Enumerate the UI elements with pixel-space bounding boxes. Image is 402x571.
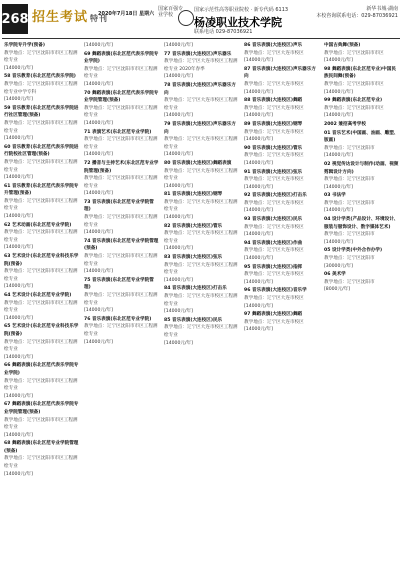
program-body: 教学地点：辽宁区沈阳市 [324,279,375,285]
program-body: 教学地点：辽宁区大连市校区工程测绘专业 2020年春季 [164,59,238,72]
program-title: 88 音乐表演(大连校区)舞蹈 [244,98,303,104]
program-entry [4,105,80,143]
program-entry [164,51,240,81]
program-body: 教学地点：辽宁区大连市校区工程测绘专业 [164,231,238,244]
program-title: 81 音乐表演(大连校区)钢琴 [164,192,223,198]
program-quota: [14000元/年] [244,327,273,333]
program-quota: [14000元/年] [164,309,193,315]
program-title: 92 音乐表演(大连校区)打击乐 [244,193,307,199]
program-body: 教学地点：辽宁区沈阳市市区工程测绘专业 [84,176,158,189]
program-title: 73 音乐表演(东北区范专业学院管理) [84,199,154,213]
program-entry [244,264,320,287]
program-title: 89 音乐表演(大连校区)钢琴 [244,121,303,127]
program-title: 76 音乐表演(东北区范专业学院) [84,316,152,322]
program-title: 74 音乐表演(东北区范专业学院管理(预备) [84,238,159,252]
program-quota: [14000元/年] [244,58,273,64]
program-quota: [14000元/年] [4,354,33,360]
program-body: 教学地点：辽宁区大连市校区 [244,177,304,183]
program-entry [164,121,240,159]
program-quota: [14000元/年] [164,215,193,221]
program-entry [4,362,80,400]
program-quota: [14000元/年] [244,160,273,166]
program-quota: [14000元/年] [244,303,273,309]
program-entry [244,145,320,168]
program-quota: [14000元/年] [4,315,33,321]
program-quota: [14000元/年] [324,113,353,119]
program-body: 教学地点：辽宁区沈阳市市区工程测绘专业 [84,215,158,228]
program-entry [4,144,80,182]
listing-column [84,42,160,568]
program-quota: [14000元/年] [84,339,113,345]
program-quota: [14000元/年] [84,308,113,314]
program-quota: [14000元/年] [164,152,193,158]
program-quota: [14000元/年] [4,284,33,290]
program-entry [324,192,400,215]
program-body: 教学地点：辽宁区沈阳市市区工程测绘专业 [4,378,78,392]
program-quota: [14000元/年] [244,279,273,285]
program-entry [324,161,400,191]
program-body: 教学地点：辽宁区沈阳市市区工程测绘专业 [4,300,78,314]
program-quota: [14000元/年] [84,269,113,275]
page-number: 268 [2,4,28,34]
program-body: 教学地点：辽宁区大连市校区 [244,319,304,325]
program-entry [244,97,320,120]
program-quota: [14000元/年] [244,184,273,190]
program-quota: [30000元/年] [324,263,353,269]
program-quota: [14000元/年] [164,183,193,189]
program-title: 90 音乐表演(大连校区)管乐 [244,145,303,151]
program-entry [324,42,400,65]
program-title: 99 舞蹈表演(东北区范专业) [324,98,383,104]
program-quota: [14000元/年] [324,208,353,214]
program-title: 95 音乐表演(大连校区)指挥 [244,264,303,270]
program-title: 98 舞蹈表演(东北区范专业)中国民族民间舞(预备) [324,66,396,80]
program-quota: [14000元/年] [244,256,273,262]
program-entry [84,129,160,159]
program-body: 教学地点：辽宁区沈阳市市区工程测绘专业 [84,137,158,150]
program-quota: [14000元/年] [244,232,273,238]
program-body: 教学地点：辽宁区沈阳市市区工程测绘专业 [4,269,78,282]
program-entry [4,73,80,103]
program-body: 教学地点：辽宁区大连市校区 [244,50,304,56]
program-quota: [8000元/年] [324,287,351,293]
program-body: 教学地点：辽宁区沈阳市市区工程测绘专业 [4,159,78,173]
program-quota: [14000元/年] [324,153,353,159]
issue-date: 2020年7月18日 星期六 [98,11,155,17]
program-body: 教学地点：辽宁区沈阳市市区工程测绘专业 [4,230,78,243]
program-body: 教学地点：辽宁区沈阳市市区工程测绘专业 [4,120,78,134]
program-body: 教学地点：辽宁区大连市校区 [244,296,304,301]
program-quota: [14000元/年] [4,65,33,71]
program-entry [4,253,80,291]
program-entry [244,192,320,215]
program-quota: [14000元/年] [4,393,33,399]
program-body: 教学地点：辽宁区沈阳市市区工程测绘专业 [4,417,78,431]
program-body: 教学地点：辽宁区沈阳市市区工程测绘专业 [4,50,78,64]
program-entry [84,199,160,237]
program-body: 教学地点：辽宁区大连市校区 [244,129,304,135]
program-entry [324,66,400,96]
program-entry [244,311,320,334]
program-title: 67 舞蹈表演(东北区范代表乐学院专业学院管理(预备) [4,402,79,415]
program-title: 83 音乐表演(大连校区)弦乐 [164,255,223,261]
program-title: 68 舞蹈表演(东北区范专业学院管理(预备) [4,441,79,454]
page-header [0,0,402,40]
program-entry [164,254,240,284]
program-quota: [14000元/年] [84,120,113,126]
program-entry [84,42,160,50]
program-quota: [14000元/年] [4,432,33,438]
program-body: 教学地点：辽宁区大连市校区工程测绘专业 [164,325,238,338]
program-body: 教学地点：辽宁区沈阳市 [324,145,375,151]
publisher-label: 国家百强专业学校 [158,6,184,18]
program-quota: [14000元/年] [84,230,113,236]
program-quota: [14000元/年] [4,136,33,142]
program-title: 乐学院专升学(预备) [4,43,45,48]
program-title: 70 舞蹈表演(东北区范代表乐学院专业学院管理(预备) [84,90,159,104]
program-body: 教学地点：辽宁区沈阳市市区工程测绘专业 [84,324,158,337]
program-entry [244,287,320,310]
program-body: 教学地点：辽宁区沈阳市市区工程测绘专业 [4,198,78,212]
brand-sub: 特刊 [90,13,109,23]
program-body: 教学地点：辽宁区沈阳市市区工程测绘专业 [84,105,158,119]
program-body: 教学地点：辽宁区沈阳市市区 [324,81,384,87]
program-title: 中国古典舞(预备) [324,43,361,48]
program-title: 05 设计学类(中外合作办学) [324,248,383,254]
header-right-line1: 新华书城·湖南 [366,6,398,12]
program-title: 66 舞蹈表演(东北区范代表乐学院专业学院) [4,363,79,376]
program-body: 教学地点：辽宁区大连市校区工程测绘专业 [164,262,238,276]
program-quota: [14000元/年] [164,43,193,48]
program-quota: [14000元/年] [4,214,33,220]
program-entry [84,277,160,315]
program-body: 教学地点：辽宁区大连市校区 [244,153,304,159]
program-quota: [14000元/年] [4,97,33,103]
program-entry [84,316,160,346]
program-title: 65 艺术设计(东北区范专业科技乐学院(预备) [4,324,79,337]
program-title: 58 音乐教育(东北区范代表乐学院) [4,74,76,80]
school-phone: 联系电话 029-87036921 [194,29,253,35]
program-body: 教学地点：辽宁区沈阳市市区工程测绘专业 [4,456,78,470]
program-title: 01 音乐艺术(中国画、油画、雕塑、版画) [324,130,399,144]
program-title: 75 音乐表演(东北区范专业学院管理) [84,277,154,291]
program-title: 82 音乐表演(大连校区)管乐 [164,223,223,229]
school-tagline: 国家示范性高等职业院校 · 新专代码 6113 [194,7,289,13]
program-entry [164,223,240,253]
program-body: 教学地点：辽宁区大连市校区工程测绘专业 [164,137,238,150]
program-title: 61 音乐教育(东北区范代表乐学院专升管理(预备) [4,183,79,197]
program-entry [84,90,160,128]
school-logo-icon [178,10,194,26]
program-quota: [14000元/年] [244,113,273,119]
program-title: 96 音乐表演(大连校区)音乐学 [244,288,307,294]
program-title: 03 书法学 [324,193,346,199]
program-entry [164,317,240,347]
program-title: 97 舞蹈表演(大连校区)舞蹈 [244,312,303,318]
program-title: 59 音乐教育(东北区范代表乐学院进行社区管理(预备) [4,105,79,119]
school-name: 杨凌职业技术学院 [194,16,282,29]
program-title: 87 音乐表演(大连校区)声乐器乐方向 [244,66,316,80]
program-quota: [14000元/年] [84,152,113,158]
program-body: 教学地点：辽宁区大连市校区 [244,248,304,254]
program-body: 教学地点：辽宁区大连市校区工程测绘专业 [164,294,238,307]
program-entry [4,401,80,439]
program-title: 77 音乐表演(大连校区)声乐器乐 [164,51,232,57]
program-body: 教学地点：辽宁区大连市校区工程测绘专业 [164,98,238,111]
program-body: 教学地点：辽宁区大连市校区 [244,200,304,206]
program-entry [4,222,80,252]
program-title: 84 音乐表演(大连校区)打击乐 [164,286,227,292]
program-entry [4,323,80,361]
program-entry [4,440,80,478]
program-title: 60 音乐教育(东北区范代表乐学院进行院校社区管理(预备) [4,144,79,158]
program-body: 教学地点：辽宁区沈阳市市区工程测绘专业 [84,66,158,80]
program-title: 02 视觉传达设计与制作(动画、视频剪辑设计方向) [324,161,399,175]
program-quota: [14000元/年] [164,74,193,80]
program-quota: [14000元/年] [84,43,113,48]
program-body: 教学地点：辽宁区大连市校区工程测绘专业 [164,168,238,182]
program-entry [4,292,80,322]
program-title: 04 设计学类(产品设计、环境设计、服装与服饰设计、数字媒体艺术) [324,217,399,230]
program-quota: [14000元/年] [4,175,33,181]
program-body: 教学地点：辽宁区沈阳市市区 [324,105,384,111]
program-title: 71 表演艺术(东北区范专业学院) [84,129,152,135]
program-entry [324,247,400,270]
program-body: 教学地点：辽宁区沈阳市市区工程测绘专业中学专科 [4,81,78,95]
program-title: 86 音乐表演(大连校区)声乐 [244,43,303,48]
program-body: 教学地点：辽宁区沈阳市市区工程测绘专业 [84,293,158,306]
program-entry [164,191,240,221]
program-quota: [14000元/年] [324,239,353,245]
program-body: 教学地点：辽宁区沈阳市 [324,232,375,238]
listing-columns [4,42,400,568]
program-quota: [14000元/年] [164,277,193,283]
program-body: 教学地点：辽宁区大连市校区 [244,105,304,111]
program-entry [164,82,240,120]
program-entry [244,42,320,65]
listing-column [4,42,80,568]
program-quota: [14000元/年] [244,137,273,143]
program-entry [324,130,400,160]
program-entry [324,97,400,120]
program-entry [244,121,320,144]
program-entry [244,240,320,263]
program-body: 教学地点：辽宁区沈阳市市区 [324,50,384,56]
program-quota: [14000元/年] [164,113,193,119]
program-quota: [14000元/年] [84,81,113,87]
program-quota: [14000元/年] [244,208,273,214]
program-title: 63 艺术设计(东北区范专业科技乐学院(预备) [4,254,79,267]
program-entry [244,216,320,239]
program-entry [244,66,320,96]
header-right-info [316,6,398,20]
program-entry [244,169,320,192]
program-title: 93 音乐表演(大连校区)民乐 [244,217,303,223]
program-quota: [14000元/年] [244,89,273,95]
program-body: 教学地点：辽宁区沈阳市 [324,256,375,262]
header-right-line2: 本校咨询联系电话：029-87036921 [316,13,398,19]
program-title: 06 美术学 [324,272,346,278]
program-quota: [14000元/年] [324,184,353,190]
program-title: 62 艺术动画(东北区范专业学院) [4,222,72,228]
program-body: 教学地点：辽宁区大连市校区工程测绘专业 [164,199,238,213]
program-title: 85 音乐表演(大连校区)民乐 [164,317,223,323]
program-quota: [14000元/年] [164,340,193,346]
program-title: 94 音乐表演(大连校区)作曲 [244,240,303,246]
program-title: 2002 兼招高考学校 [324,121,366,127]
header-rule [2,38,400,39]
program-entry [164,160,240,190]
program-entry [324,216,400,246]
program-entry [164,285,240,315]
program-entry [84,160,160,198]
program-entry [324,271,400,294]
program-quota: [14000元/年] [4,471,33,477]
program-title: 64 艺术设计(东北区范专业学院) [4,293,72,298]
program-body: 教学地点：辽宁区沈阳市 [324,200,375,206]
program-entry [324,121,400,129]
program-body: 教学地点：辽宁区大连市校区 [244,224,304,230]
program-title: 79 音乐表演(大连校区)声乐器乐方向 [164,121,236,135]
program-quota: [14000元/年] [84,191,113,197]
program-title: 80 音乐表演(大连校区)舞蹈表演 [164,160,232,166]
program-entry [84,51,160,89]
program-body: 教学地点：辽宁区大连市校区 [244,272,304,278]
program-quota: [14000元/年] [324,89,353,95]
program-quota: [14000元/年] [324,58,353,64]
newspaper-brand [32,6,108,25]
program-body: 教学地点：辽宁区大连市校区 [244,81,304,87]
program-body: 教学地点：辽宁区沈阳市市区工程测绘专业 [84,254,158,267]
program-entry [4,42,80,72]
program-body: 教学地点：辽宁区沈阳市 [324,177,375,183]
listing-column [164,42,240,568]
program-title: 72 播音与主持艺术(东北区范专业学院管理(预备) [84,160,159,174]
program-title: 69 舞蹈表演(东北区范代表乐学院专业学院) [84,51,159,65]
program-entry [84,238,160,276]
program-entry [164,42,240,50]
program-quota: [14000元/年] [164,246,193,252]
program-entry [4,183,80,221]
program-title: 91 音乐表演(大连校区)弦乐 [244,169,303,175]
program-body: 教学地点：辽宁区沈阳市市区工程测绘专业 [4,339,78,353]
brand-name: 招生考试 [32,10,89,25]
program-title: 78 音乐表演(大连校区)声乐器乐方向 [164,82,236,96]
program-quota: [14000元/年] [4,245,33,251]
listing-column [324,42,400,568]
listing-column [244,42,320,568]
